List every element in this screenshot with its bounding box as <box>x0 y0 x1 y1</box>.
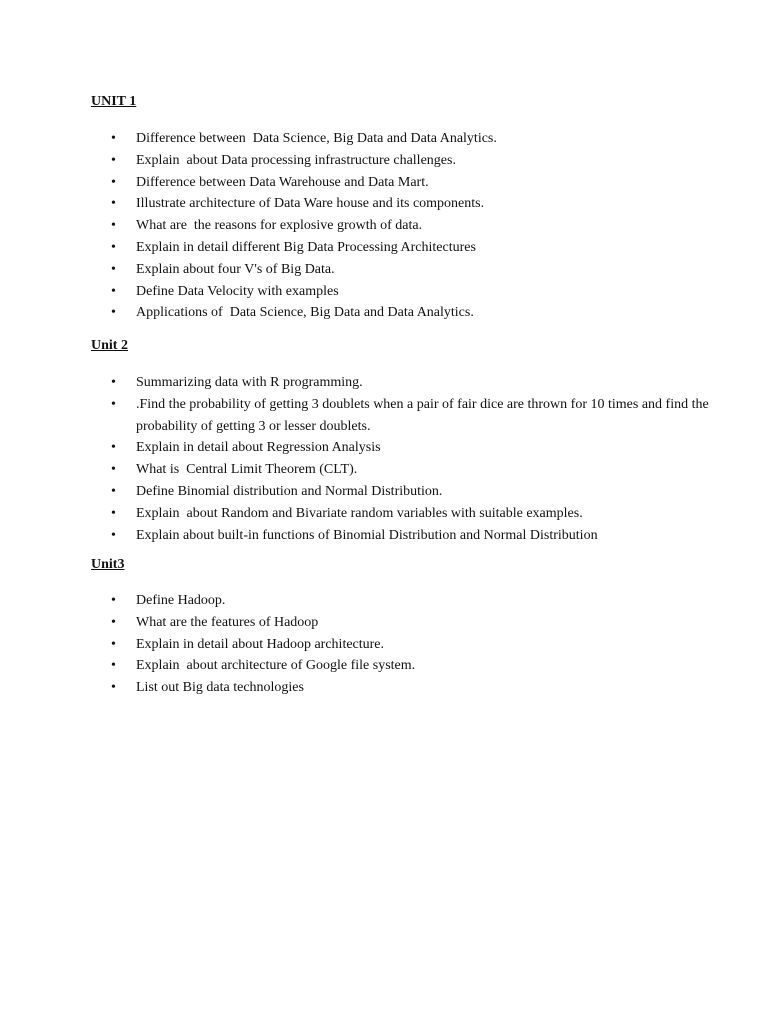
bullet-icon: • <box>111 196 116 212</box>
bullet-icon: • <box>111 152 116 168</box>
unit-2-section <box>91 338 728 546</box>
list-item <box>91 437 728 459</box>
question-text: Define Binomial distribution and Normal Distribution. <box>136 483 443 499</box>
question-text: What are the reasons for explosive growth of data. <box>136 218 423 234</box>
question-text: Summarizing data with R programming. <box>136 375 363 390</box>
question-text: Define Hadoop. <box>136 593 226 608</box>
bullet-icon: • <box>111 375 116 390</box>
bullet-icon: • <box>111 614 116 630</box>
question-text: .Find the probability of getting 3 doublets when a pair of fair dice are thrown for 10 times and find the probability of getting 3 or lesser doublets. <box>136 396 713 434</box>
list-item <box>91 150 728 172</box>
bullet-icon: • <box>111 483 116 499</box>
list-item <box>91 372 728 394</box>
question-text: Explain about architecture of Google file system. <box>136 658 416 674</box>
question-text: Explain about four V's of Big Data. <box>136 261 335 277</box>
list-item <box>91 612 728 634</box>
unit-2-question-list <box>91 372 728 546</box>
list-item <box>91 655 728 677</box>
list-item <box>91 281 728 303</box>
list-item <box>91 459 728 481</box>
list-item <box>91 259 728 281</box>
question-text: What is Central Limit Theorem (CLT). <box>136 462 358 478</box>
unit-1-section <box>91 94 728 324</box>
question-text: Explain in detail about Regression Analysis <box>136 440 381 456</box>
question-text: Explain about Data processing infrastructure challenges. <box>136 152 456 168</box>
question-text: Explain about Random and Bivariate random variables with suitable examples. <box>136 505 583 521</box>
unit-3-question-list <box>91 590 728 699</box>
list-item <box>91 172 728 194</box>
unit-1-heading: UNIT 1 <box>91 94 137 109</box>
bullet-icon: • <box>111 305 116 321</box>
list-item <box>91 503 728 525</box>
question-text: Difference between Data Warehouse and Data Mart. <box>136 174 429 190</box>
question-text: Explain in detail different Big Data Processing Architectures <box>136 239 476 255</box>
bullet-icon: • <box>111 261 116 277</box>
bullet-icon: • <box>111 174 116 190</box>
question-text: Applications of Data Science, Big Data and Data Analytics. <box>136 305 474 321</box>
bullet-icon: • <box>111 658 116 674</box>
unit-1-question-list <box>91 128 728 324</box>
question-text: Difference between Data Science, Big Data and Data Analytics. <box>136 131 497 146</box>
list-item <box>91 128 728 150</box>
list-item <box>91 394 728 438</box>
list-item <box>91 215 728 237</box>
list-item <box>91 237 728 259</box>
bullet-icon: • <box>111 527 116 543</box>
question-text: Explain in detail about Hadoop architecture. <box>136 636 385 652</box>
bullet-icon: • <box>111 680 116 696</box>
list-item <box>91 302 728 324</box>
list-item <box>91 677 728 699</box>
bullet-icon: • <box>111 636 116 652</box>
bullet-icon: • <box>111 505 116 521</box>
unit-2-heading: Unit 2 <box>91 338 128 353</box>
question-text: Illustrate architecture of Data Ware house and its components. <box>136 196 485 212</box>
unit-3-heading: Unit3 <box>91 557 125 572</box>
bullet-icon: • <box>111 440 116 456</box>
question-text: Define Data Velocity with examples <box>136 283 339 299</box>
bullet-icon: • <box>111 239 116 255</box>
unit-3-section <box>91 557 728 699</box>
list-item <box>91 634 728 656</box>
list-item <box>91 193 728 215</box>
bullet-icon: • <box>111 283 116 299</box>
bullet-icon: • <box>111 462 116 478</box>
question-text: Explain about built-in functions of Binomial Distribution and Normal Distribution <box>136 527 598 543</box>
question-text: List out Big data technologies <box>136 680 304 696</box>
bullet-icon: • <box>111 396 116 412</box>
bullet-icon: • <box>111 218 116 234</box>
list-item <box>91 525 728 547</box>
list-item <box>91 481 728 503</box>
bullet-icon: • <box>111 593 116 608</box>
bullet-icon: • <box>111 131 116 146</box>
list-item <box>91 590 728 612</box>
question-text: What are the features of Hadoop <box>136 614 319 630</box>
